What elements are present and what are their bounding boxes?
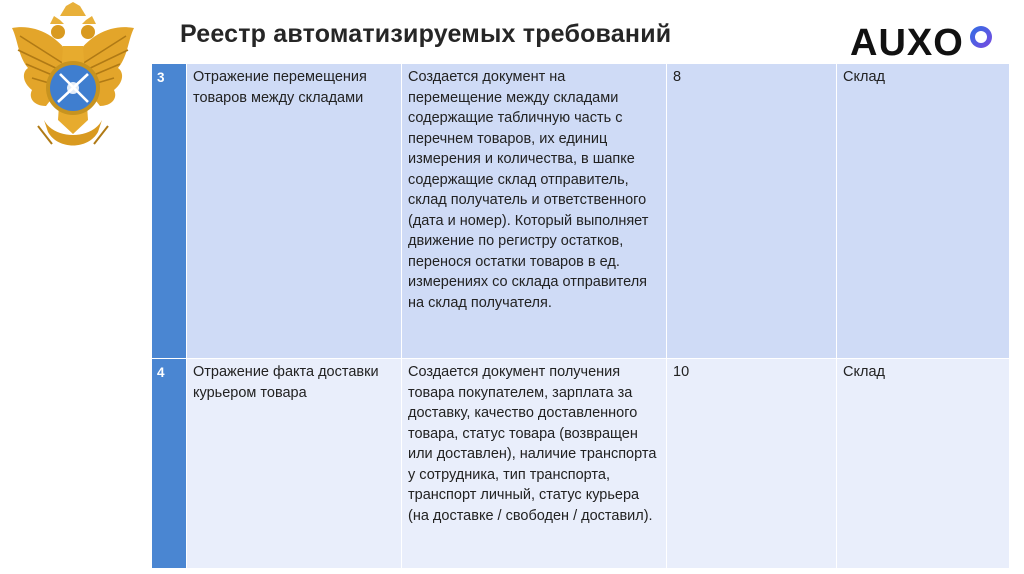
emblem-icon bbox=[8, 2, 138, 158]
requirements-table bbox=[151, 63, 1010, 569]
logo-ring-icon bbox=[970, 26, 992, 48]
requirement-value: 10 bbox=[667, 359, 837, 569]
logo-text: AUXO bbox=[850, 22, 964, 64]
page-title: Реестр автоматизируемых требований bbox=[180, 20, 672, 48]
auxo-logo bbox=[848, 18, 998, 68]
requirement-description: Создается документ получения товара покупателем, зарплата за доставку, качество доставленного товара, статус товара (возвращен или доставлен), наличие транспорта у сотрудника, тип транспорта, транспорт личный, статус курьера (на доставке / свободен / доставил). bbox=[402, 359, 667, 569]
requirement-area: Склад bbox=[837, 64, 1010, 359]
row-number: 3 bbox=[152, 64, 187, 359]
table-row bbox=[152, 359, 1010, 569]
table-row bbox=[152, 64, 1010, 359]
requirement-name: Отражение перемещения товаров между складами bbox=[187, 64, 402, 359]
requirement-value: 8 bbox=[667, 64, 837, 359]
requirement-name: Отражение факта доставки курьером товара bbox=[187, 359, 402, 569]
requirement-area: Склад bbox=[837, 359, 1010, 569]
row-number: 4 bbox=[152, 359, 187, 569]
requirement-description: Создается документ на перемещение между складами содержащие табличную часть с перечнем товаров, их единиц измерения и количества, в шапке содержащие склад отправитель, склад получатель и ответственного (дата и номер). Который выполняет движение по регистру остатков, перенося остатки товаров в ед. измерениях со склада отправителя на склад получателя. bbox=[402, 64, 667, 359]
